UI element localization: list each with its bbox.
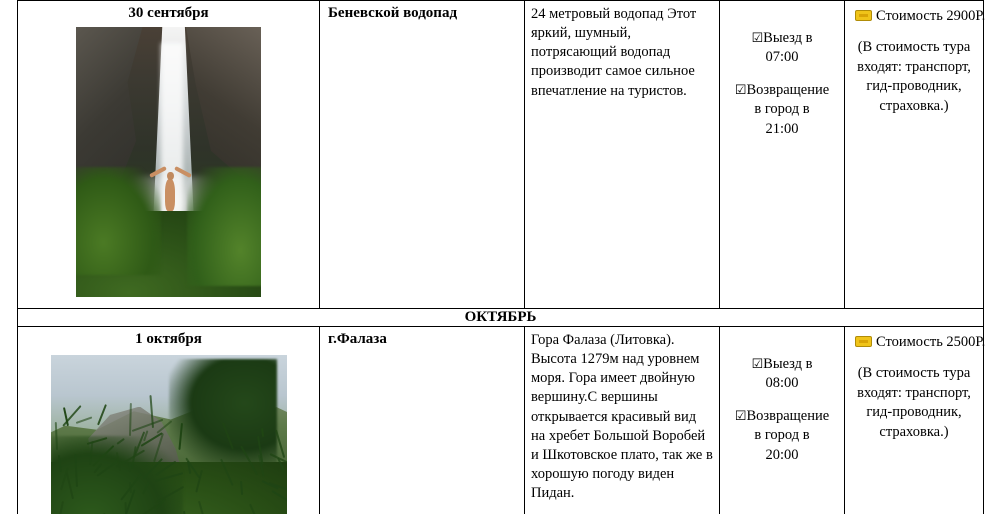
return-block [728, 407, 836, 464]
price-line [853, 7, 986, 26]
tour-schedule-cell [720, 327, 845, 517]
tour-schedule-table [17, 0, 984, 517]
return-block [728, 81, 836, 138]
return-label: Возвращение [746, 82, 830, 99]
return-label: Возвращение [746, 408, 830, 425]
photo-container [18, 351, 319, 517]
tour-description-cell [525, 327, 720, 517]
table-row [18, 327, 984, 517]
date-photo-cell [18, 1, 320, 309]
tour-name: г.Фалаза [328, 331, 387, 347]
tour-description-cell [525, 1, 720, 309]
month-divider-row [18, 309, 984, 327]
tour-name-cell [320, 327, 525, 517]
return-suffix: в город в [754, 427, 810, 444]
tour-description: 24 метровый водопад Этот яркий, шумный, потрясающий водопад производит самое сильное впечатление на туристов. [531, 6, 697, 99]
money-icon [855, 10, 872, 21]
checkbox-checked-icon[interactable]: ☑ [734, 83, 747, 99]
price-value: Стоимость 2500Р. [876, 334, 986, 350]
tour-name-cell [320, 1, 525, 309]
date-photo-cell [18, 327, 320, 517]
departure-block [728, 355, 836, 393]
departure-label: Выезд в [763, 30, 813, 46]
money-icon [855, 336, 872, 347]
person-figure [150, 167, 191, 210]
return-suffix: в город в [754, 101, 810, 118]
tour-price-cell [845, 1, 984, 309]
photo-container [18, 25, 319, 308]
departure-block [728, 29, 836, 67]
price-note: (В стоимость тура входят: транспорт, гид-проводник, страховка.) [857, 365, 971, 440]
price-value: Стоимость 2900Р. [876, 8, 986, 24]
tour-name: Беневской водопад [328, 5, 458, 21]
return-time: 21:00 [765, 120, 799, 137]
departure-time: 08:00 [765, 375, 799, 392]
waterfall-photo [76, 27, 261, 297]
tour-description: Гора Фалаза (Литовка). Высота 1279м над уровнем моря. Гора имеет двойную вершину.С вершины открывается красивый вид на хребет Большой Воробей и Шкотовское плато, так же в хорошую погоду виден Пидан. [531, 332, 713, 501]
departure-time: 07:00 [765, 49, 799, 66]
tour-price-cell [845, 327, 984, 517]
price-line [853, 333, 986, 352]
price-note: (В стоимость тура входят: транспорт, гид-проводник, страховка.) [857, 39, 971, 114]
month-divider: ОКТЯБРЬ [18, 309, 984, 327]
mountain-photo [51, 355, 287, 517]
checkbox-checked-icon[interactable]: ☑ [734, 409, 747, 425]
checkbox-checked-icon[interactable]: ☑ [751, 357, 764, 372]
tour-date: 1 октября [135, 331, 202, 347]
return-time: 20:00 [765, 446, 799, 463]
departure-label: Выезд в [763, 356, 813, 372]
tour-date: 30 сентября [128, 5, 209, 21]
table-row [18, 1, 984, 309]
tour-schedule-cell [720, 1, 845, 309]
checkbox-checked-icon[interactable]: ☑ [751, 31, 764, 46]
